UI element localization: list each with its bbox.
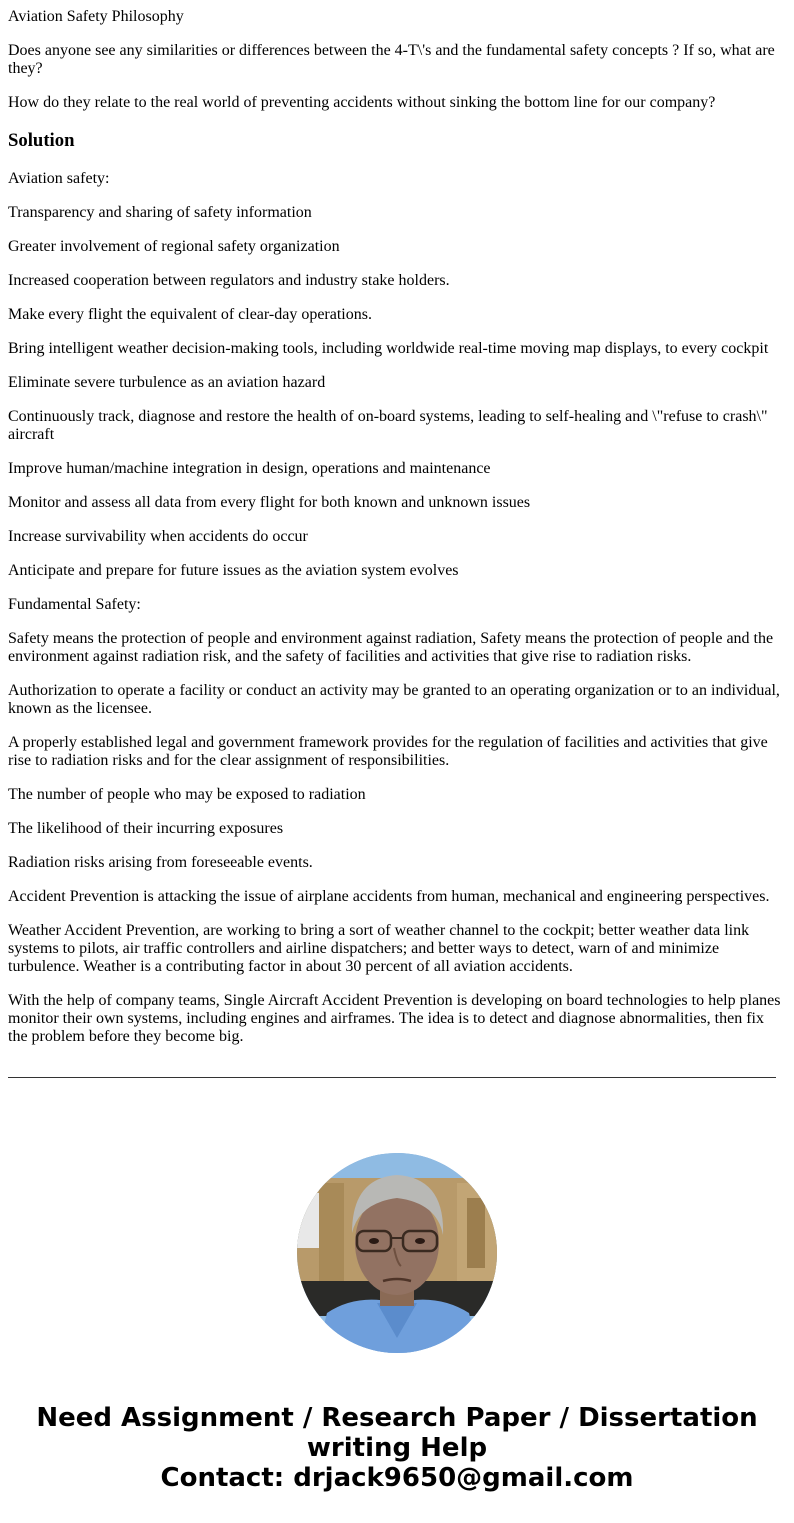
fundamental-item: Radiation risks arising from foreseeable events. [8, 854, 313, 871]
aviation-safety-label: Aviation safety: [8, 170, 110, 187]
fundamental-item: The number of people who may be exposed to radiation [8, 786, 366, 803]
fundamental-item: Safety means the protection of people and environment against radiation, Safety means the protection of people and the environment against radiation risk, and the safety of facilities and activities that give rise to radiation risks. [8, 630, 774, 665]
fundamental-item: The likelihood of their incurring exposures [8, 820, 284, 837]
question-paragraph: How do they relate to the real world of preventing accidents without sinking the bottom line for our company? [8, 94, 716, 111]
promo-line: Need Assignment / Research Paper / Dissertation [36, 1403, 758, 1433]
section-divider [8, 1077, 776, 1078]
promo-line: writing Help [306, 1433, 488, 1463]
question-title: Aviation Safety Philosophy [8, 8, 184, 25]
aviation-item: Bring intelligent weather decision-making tools, including worldwide real-time moving map displays, to every cockpit [8, 340, 769, 357]
fundamental-safety-label: Fundamental Safety: [8, 596, 141, 613]
author-avatar [297, 1153, 497, 1353]
aviation-item: Eliminate severe turbulence as an aviation hazard [8, 374, 326, 391]
fundamental-item: Authorization to operate a facility or conduct an activity may be granted to an operating organization or to an individual, known as the licensee. [8, 682, 780, 717]
solution-heading: Solution [8, 130, 75, 151]
aviation-item: Monitor and assess all data from every flight for both known and unknown issues [8, 494, 531, 511]
fundamental-item: Weather Accident Prevention, are working to bring a sort of weather channel to the cockpit; better weather data link systems to pilots, air traffic controllers and airline dispatchers; and better ways to detect, warn of and minimize turbulence. Weather is a contributing factor in about 30 percent of all aviation accidents. [8, 922, 750, 975]
aviation-item: Improve human/machine integration in design, operations and maintenance [8, 460, 491, 477]
author-portrait-icon [297, 1153, 497, 1353]
question-paragraph: Does anyone see any similarities or differences between the 4-T\'s and the fundamental safety concepts ? If so, what are they? [8, 42, 775, 77]
aviation-item: Transparency and sharing of safety information [8, 204, 312, 221]
fundamental-item: A properly established legal and government framework provides for the regulation of facilities and activities that give rise to radiation risks and for the clear assignment of responsibilities. [8, 734, 768, 769]
aviation-item: Continuously track, diagnose and restore the health of on-board systems, leading to self-healing and \"refuse to crash\" aircraft [8, 408, 768, 443]
aviation-item: Make every flight the equivalent of clear-day operations. [8, 306, 372, 323]
aviation-item: Greater involvement of regional safety organization [8, 238, 340, 255]
aviation-item: Anticipate and prepare for future issues as the aviation system evolves [8, 562, 459, 579]
aviation-item: Increase survivability when accidents do occur [8, 528, 308, 545]
promo-banner [0, 1403, 794, 1493]
aviation-item: Increased cooperation between regulators and industry stake holders. [8, 272, 450, 289]
fundamental-item: Accident Prevention is attacking the issue of airplane accidents from human, mechanical and engineering perspectives. [8, 888, 770, 905]
promo-contact: Contact: drjack9650@gmail.com [160, 1463, 634, 1493]
fundamental-item: With the help of company teams, Single Aircraft Accident Prevention is developing on board technologies to help planes monitor their own systems, including engines and airframes. The idea is to detect and diagnose abnormalities, then fix the problem before they become big. [8, 992, 781, 1045]
